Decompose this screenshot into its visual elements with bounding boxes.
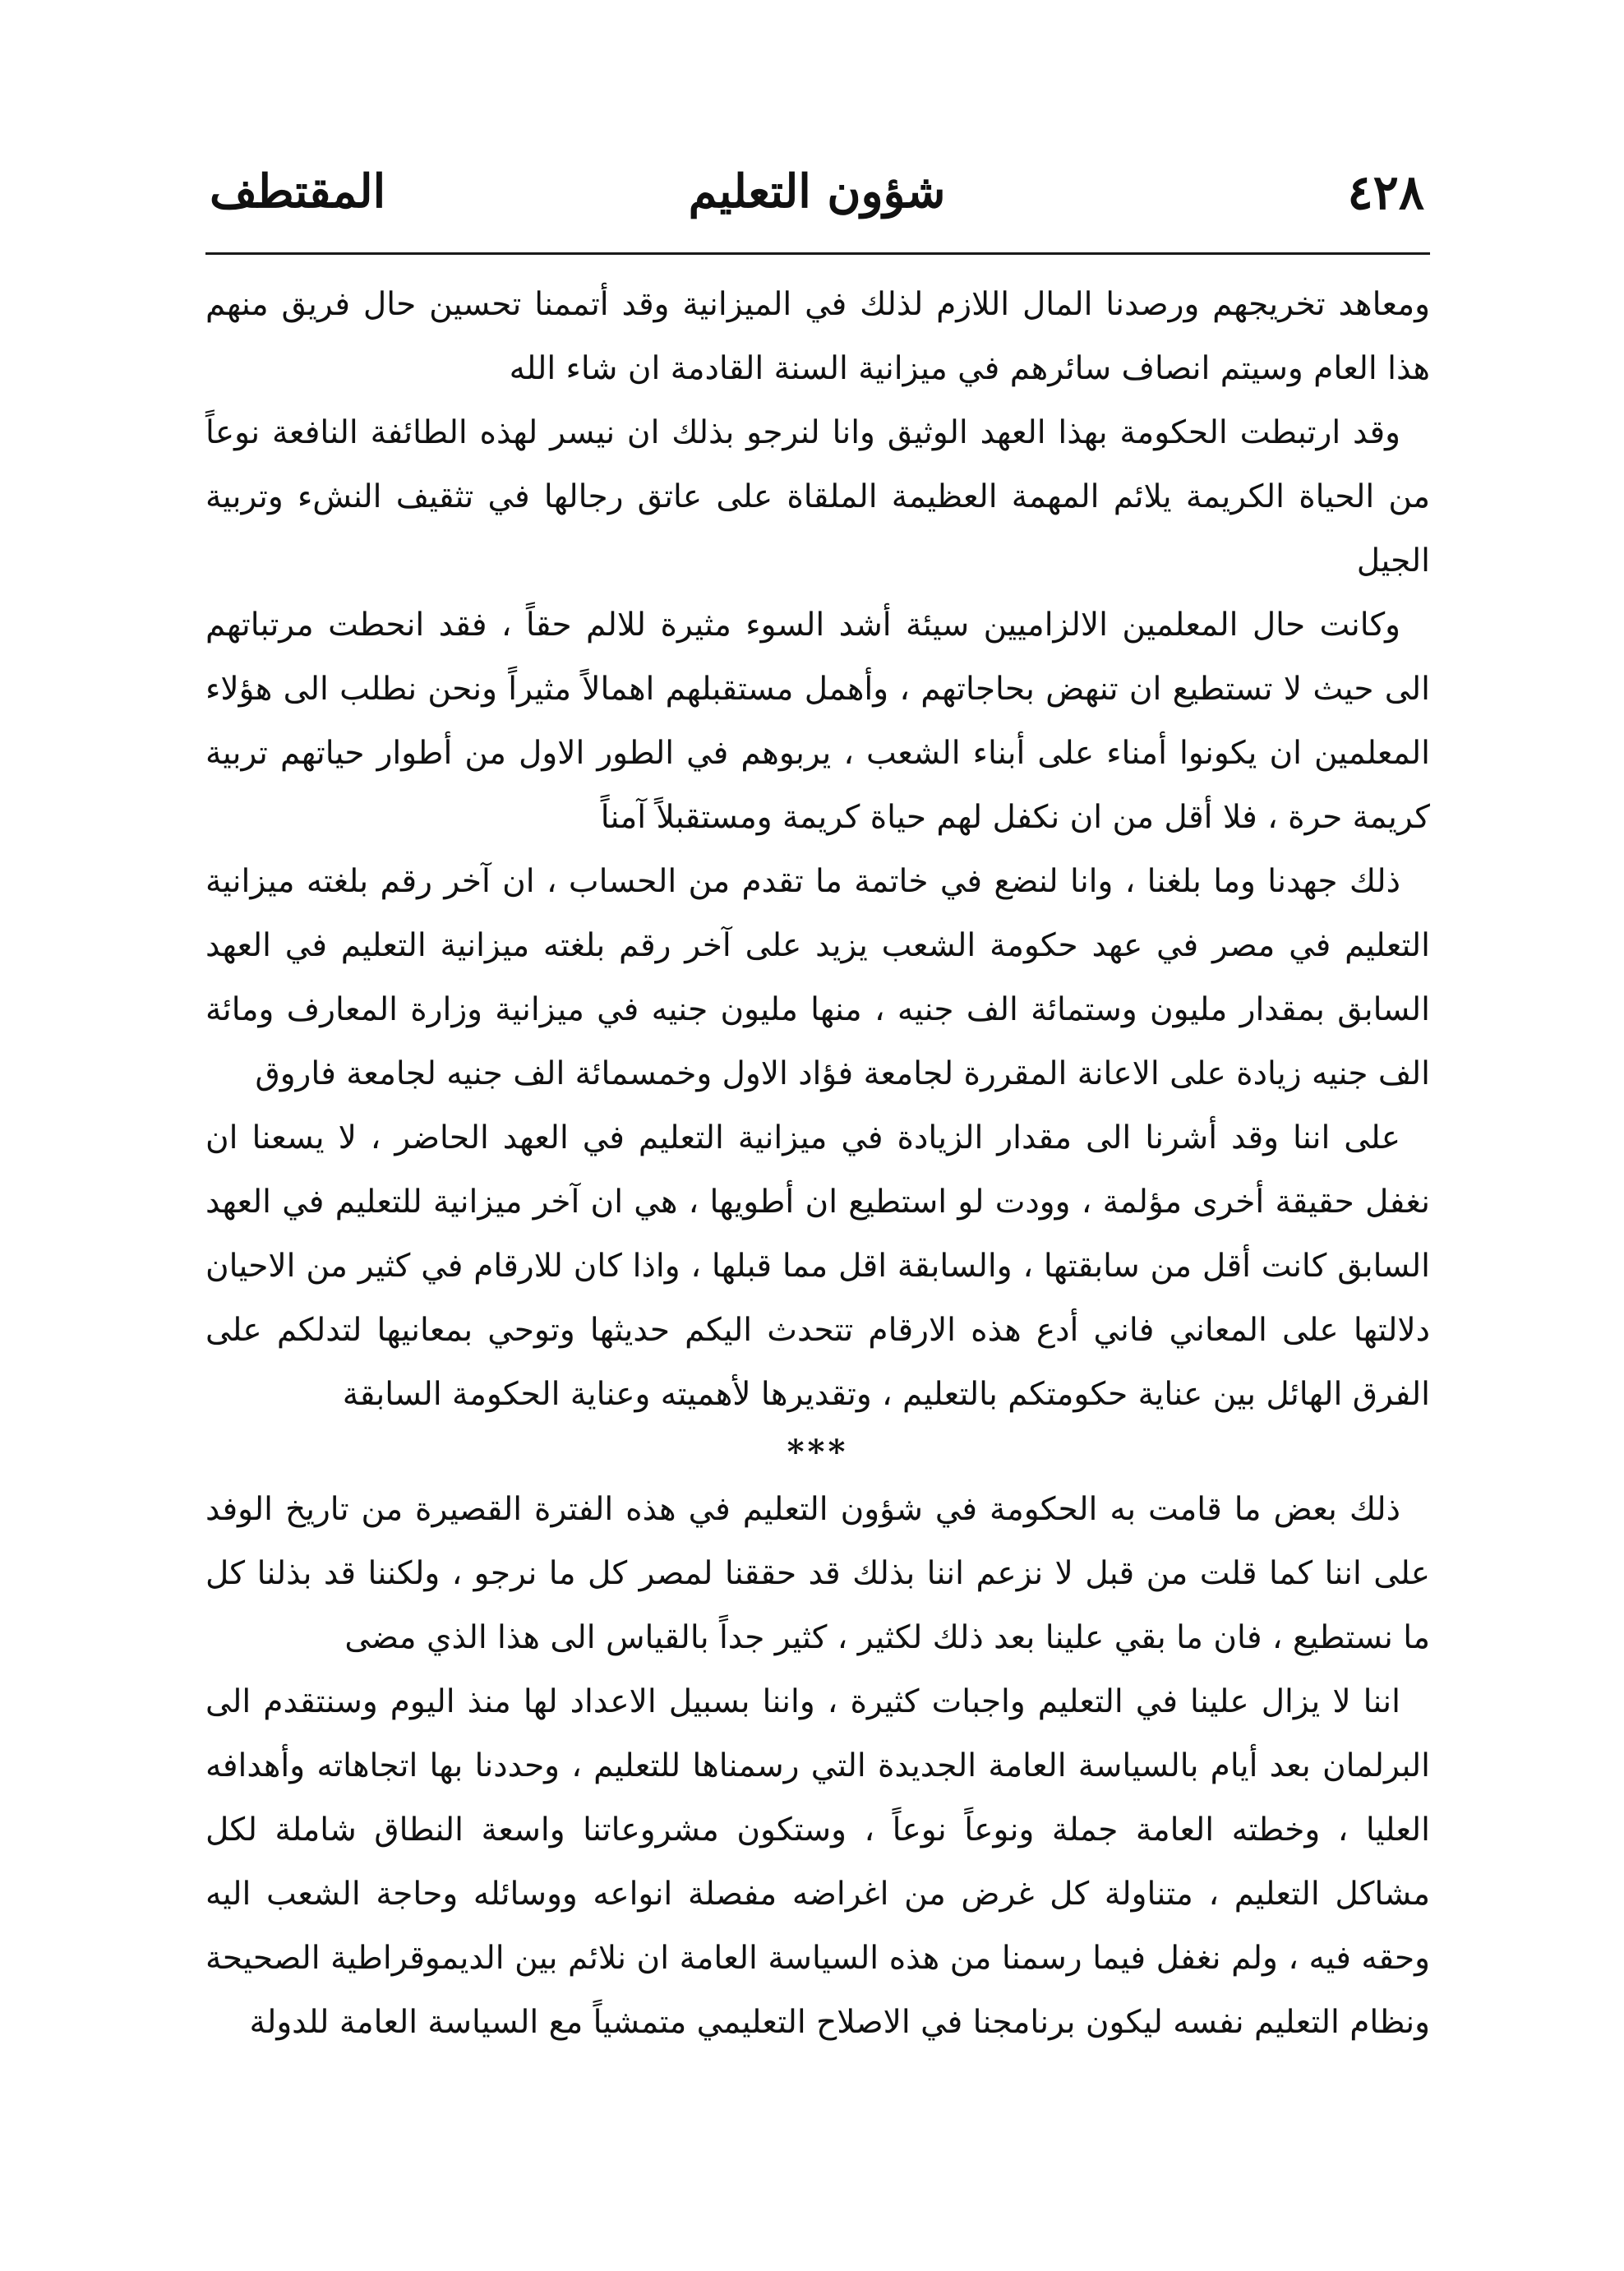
paragraph: ذلك جهدنا وما بلغنا ، وانا لنضع في خاتمة ما تقدم من الحساب ، ان آخر رقم بلغته ميزانية التعليم في مصر في عهد حكومة الشعب يزيد على آخر رقم بلغته ميزانية التعليم في العهد السابق بمقدار مليون وستمائة الف جنيه ، منها مليون جنيه في ميزانية وزارة المعارف ومائة الف جنيه زيادة على الاعانة المقررة لجامعة فؤاد الاول وخمسمائة الف جنيه لجامعة فاروق [205, 863, 1431, 1092]
paragraph: وكانت حال المعلمين الالزاميين سيئة أشد السوء مثيرة للالم حقاً ، فقد انحطت مرتباتهم الى حيث لا تستطيع ان تنهض بحاجاتهم ، وأهمل مستقبلهم اهمالاً مثيراً ونحن نطلب الى هؤلاء المعلمين ان يكونوا أمناء على أبناء الشعب ، يربوهم في الطور الاول من أطوار حياتهم تربية كريمة حرة ، فلا أقل من ان نكفل لهم حياة كريمة ومستقبلاً آمناً [205, 607, 1430, 836]
paragraph: ذلك بعض ما قامت به الحكومة في شؤون التعليم في هذه الفترة القصيرة من تاريخ الوفد على اننا كما قلت من قبل لا نزعم اننا بذلك قد حققنا لمصر كل ما نرجو ، ولكننا قد بذلنا كل ما نستطيع ، فان ما بقي علينا بعد ذلك لكثير ، كثير جداً بالقياس الى هذا الذي مضى [205, 1491, 1430, 1656]
paragraph: وقد ارتبطت الحكومة بهذا العهد الوثيق وانا لنرجو بذلك ان نيسر لهذه الطائفة النافعة نوعاً من الحياة الكريمة يلائم المهمة العظيمة الملقاة على عاتق رجالها في تثقيف النشء وتربية الجيل [205, 414, 1430, 579]
paragraph: على اننا وقد أشرنا الى مقدار الزيادة في ميزانية التعليم في العهد الحاضر ، لا يسعنا ان نغفل حقيقة أخرى مؤلمة ، وودت لو استطيع ان أطويها ، هي ان آخر ميزانية للتعليم في العهد السابق كانت أقل من سابقتها ، والسابقة اقل مما قبلها ، واذا كان للارقام في كثير من الاحيان دلالتها على المعاني فاني أدع هذه الارقام تتحدث اليكم حديثها وتوحي بمعانيها لتدلكم على الفرق الهائل بين عناية حكومتكم بالتعليم ، وتقديرها لأهميته وعناية الحكومة السابقة [205, 1119, 1430, 1413]
header-rule [205, 252, 1430, 255]
page-header [210, 146, 1424, 237]
journal-name: المقتطف [210, 164, 386, 219]
page-number: ٤٢٨ [1347, 164, 1424, 220]
paragraph: ومعاهد تخريجهم ورصدنا المال اللازم لذلك في الميزانية وقد أتممنا تحسين حال فريق منهم هذا العام وسيتم انصاف سائرهم في ميزانية السنة القادمة ان شاء الله [205, 286, 1430, 387]
article-body [205, 273, 1430, 2055]
running-title: شؤون التعليم [688, 164, 946, 219]
section-divider: *** [787, 1433, 849, 1471]
paragraph: اننا لا يزال علينا في التعليم واجبات كثيرة ، واننا بسبيل الاعداد لها منذ اليوم وسنتقدم الى البرلمان بعد أيام بالسياسة العامة الجديدة التي رسمناها للتعليم ، وحددنا بها اتجاهاته وأهدافه العليا ، وخطته العامة جملة ونوعاً نوعاً ، وستكون مشروعاتنا واسعة النطاق شاملة لكل مشاكل التعليم ، متناولة كل غرض من اغراضه مفصلة انواعه ووسائله وحاجة الشعب اليه وحقه فيه ، ولم نغفل فيما رسمنا من هذه السياسة العامة ان نلائم بين الديموقراطية الصحيحة ونظام التعليم نفسه ليكون برنامجنا في الاصلاح التعليمي متمشياً مع السياسة العامة للدولة [205, 1683, 1430, 2041]
